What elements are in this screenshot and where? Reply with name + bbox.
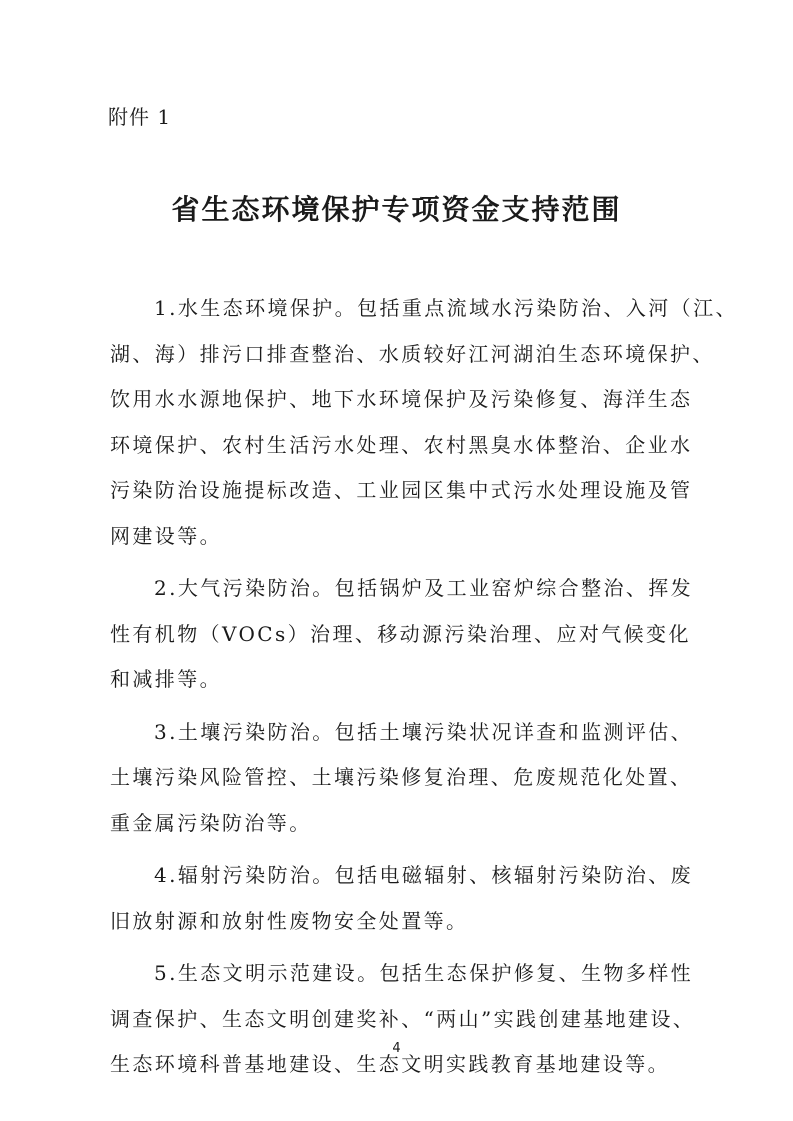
page-number: 4 xyxy=(392,1041,401,1056)
paragraph-line: 性有机物（VOCs）治理、移动源污染治理、应对气候变化 xyxy=(110,621,691,646)
paragraph-line: 3.土壤污染防治。包括土壤污染状况详查和监测评估、 xyxy=(154,719,694,744)
paragraph-line: 5.生态文明示范建设。包括生态保护修复、生物多样性 xyxy=(154,961,694,985)
paragraph-air xyxy=(110,566,694,703)
paragraph-line: 和减排等。 xyxy=(110,667,222,691)
paragraph-line: 1.水生态环境保护。包括重点流域水污染防治、入河（江、 xyxy=(154,296,738,320)
paragraph-line: 旧放射源和放射性废物安全处置等。 xyxy=(110,908,469,933)
document-body xyxy=(110,286,738,1095)
paragraph-line: 调查保护、生态文明创建奖补、“两山”实践创建基地建设、 xyxy=(110,1006,696,1031)
paragraph-line: 生态环境科普基地建设、生态文明实践教育基地建设等。 xyxy=(110,1052,670,1076)
paragraph-line: 4.辐射污染防治。包括电磁辐射、核辐射污染防治、废 xyxy=(154,863,694,887)
paragraph-eco-civilization xyxy=(110,951,696,1088)
paragraph-line: 网建设等。 xyxy=(110,523,222,548)
paragraph-line: 2.大气污染防治。包括锅炉及工业窑炉综合整治、挥发 xyxy=(154,576,694,600)
paragraph-line: 湖、海）排污口排查整治、水质较好江河湖泊生态环境保护、 xyxy=(110,341,715,366)
paragraph-line: 土壤污染风险管控、土壤污染修复治理、危废规范化处置、 xyxy=(110,765,693,789)
attachment-label: 附件 1 xyxy=(108,105,172,129)
paragraph-line: 饮用水水源地保护、地下水环境保护及污染修复、海洋生态 xyxy=(110,387,693,411)
paragraph-line: 重金属污染防治等。 xyxy=(110,810,312,835)
paragraph-soil xyxy=(110,710,694,847)
paragraph-radiation xyxy=(110,853,694,944)
paragraph-water xyxy=(110,286,738,559)
paragraph-line: 环境保护、农村生活污水处理、农村黑臭水体整治、企业水 xyxy=(110,432,693,457)
paragraph-line: 污染防治设施提标改造、工业园区集中式污水处理设施及管 xyxy=(110,478,693,502)
document-title: 省生态环境保护专项资金支持范围 xyxy=(171,193,622,226)
